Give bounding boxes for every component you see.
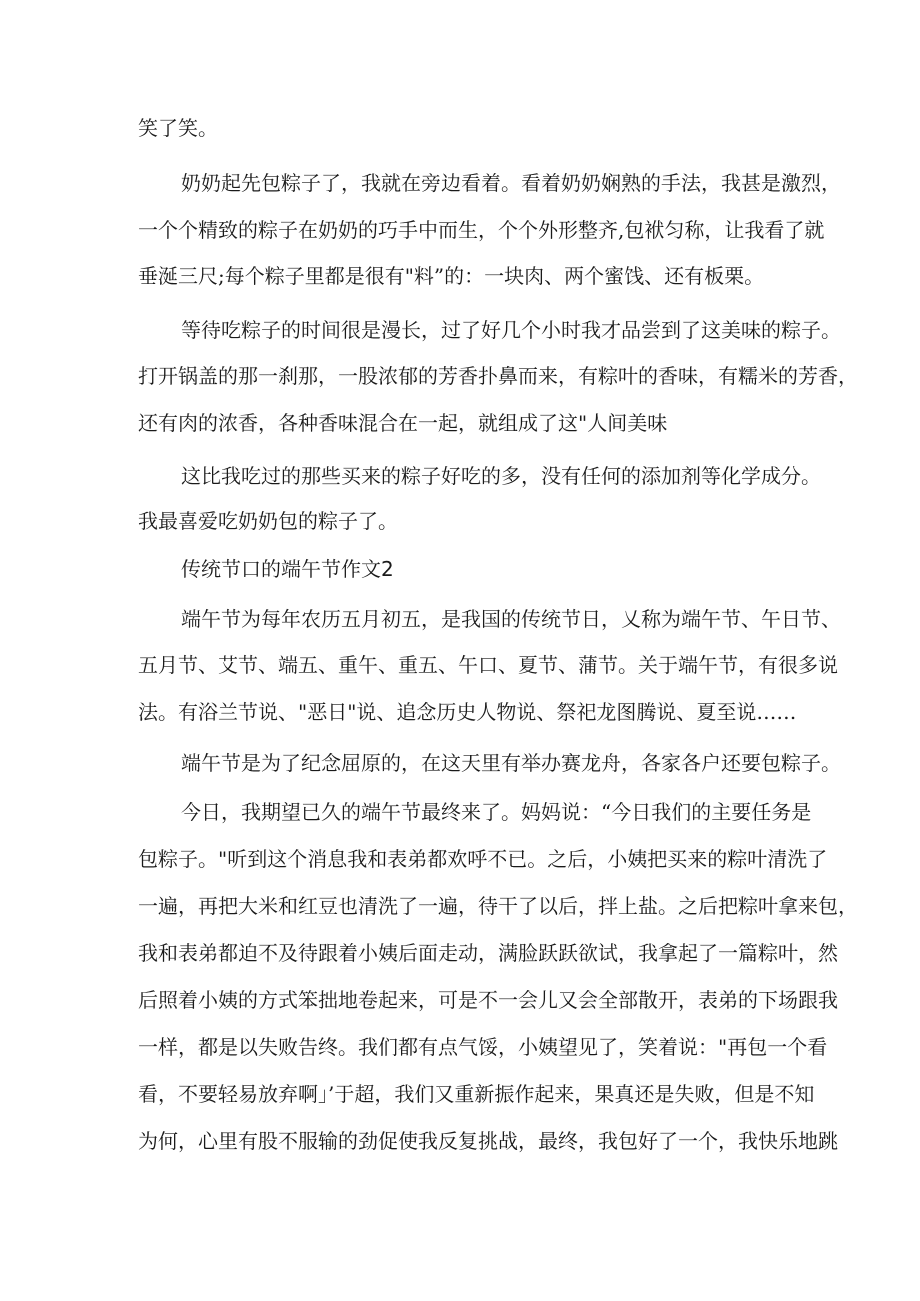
text-line: 端午节为每年农历五月初五，是我国的传统节日，乂称为端午节、午日节、 xyxy=(181,607,841,631)
text-line: 一遍，再把大米和红豆也清洗了一遍，待干了以后，拌上盐。之后把粽叶拿来包， xyxy=(138,894,858,918)
text-line: 五月节、艾节、端五、重午、重五、午口、夏节、蒲节。关于端午节，有很多说 xyxy=(138,653,838,677)
text-line: 包粽子。"听到这个消息我和表弟都欢呼不已。之后，小姨把买来的粽叶清洗了 xyxy=(138,847,828,871)
text-line: 我最喜爱吃奶奶包的粽子了。 xyxy=(138,509,398,533)
text-line: 为何，心里有股不服输的劲促使我反复挑战，最终，我包好了一个，我快乐地跳 xyxy=(138,1129,838,1153)
text-line: 这比我吃过的那些买来的粽子好吃的多，没有任何的添加剂等化学成分。 xyxy=(181,464,821,488)
text-line: 一个个精致的粽子在奶奶的巧手中而生，个个外形整齐,包袱匀称，让我看了就 xyxy=(138,218,825,242)
text-line: 端午节是为了纪念屈原的，在这天里有举办赛龙舟，各家各户还要包粽子。 xyxy=(181,751,841,775)
text-line: 还有肉的浓香，各种香味混合在一起，就组成了这"人间美味 xyxy=(138,411,668,435)
text-line: 笑了笑。 xyxy=(138,116,218,140)
text-line: 等待吃粽子的时间很是漫长，过了好几个小时我才品尝到了这美味的粽子。 xyxy=(181,318,841,342)
text-line: 法。有浴兰节说、"恶日"说、追念历史人物说、祭祀龙图腾说、夏至说…… xyxy=(138,700,797,724)
text-line: 今日，我期望已久的端午节最终来了。妈妈说：“今日我们的主要任务是 xyxy=(181,800,812,824)
text-line: 看，不要轻易放弃啊」’于超，我们又重新振作起来，果真还是失败，但是不知 xyxy=(138,1082,815,1106)
text-line: 打开锅盖的那一刹那，一股浓郁的芳香扑鼻而来，有粽叶的香味，有糯米的芳香， xyxy=(138,364,858,388)
text-line: 后照着小姨的方式笨拙地卷起来，可是不一会儿又会全部散开，表弟的下场跟我 xyxy=(138,988,838,1012)
section-heading: 传统节口的端午节作文2 xyxy=(181,557,394,581)
text-line: 一样，都是以失败告终。我们都有点气馁，小姨望见了，笑着说："再包一个看 xyxy=(138,1035,828,1059)
text-line: 我和表弟都迫不及待跟着小姨后面走动，满脸跃跃欲试，我拿起了一篇粽叶，然 xyxy=(138,941,838,965)
text-line: 垂涎三尺;每个粽子里都是很有"料”的：一块肉、两个蜜饯、还有板栗。 xyxy=(138,264,765,288)
text-line: 奶奶起先包粽子了，我就在旁边看着。看着奶奶娴熟的手法，我甚是激烈， xyxy=(181,171,841,195)
